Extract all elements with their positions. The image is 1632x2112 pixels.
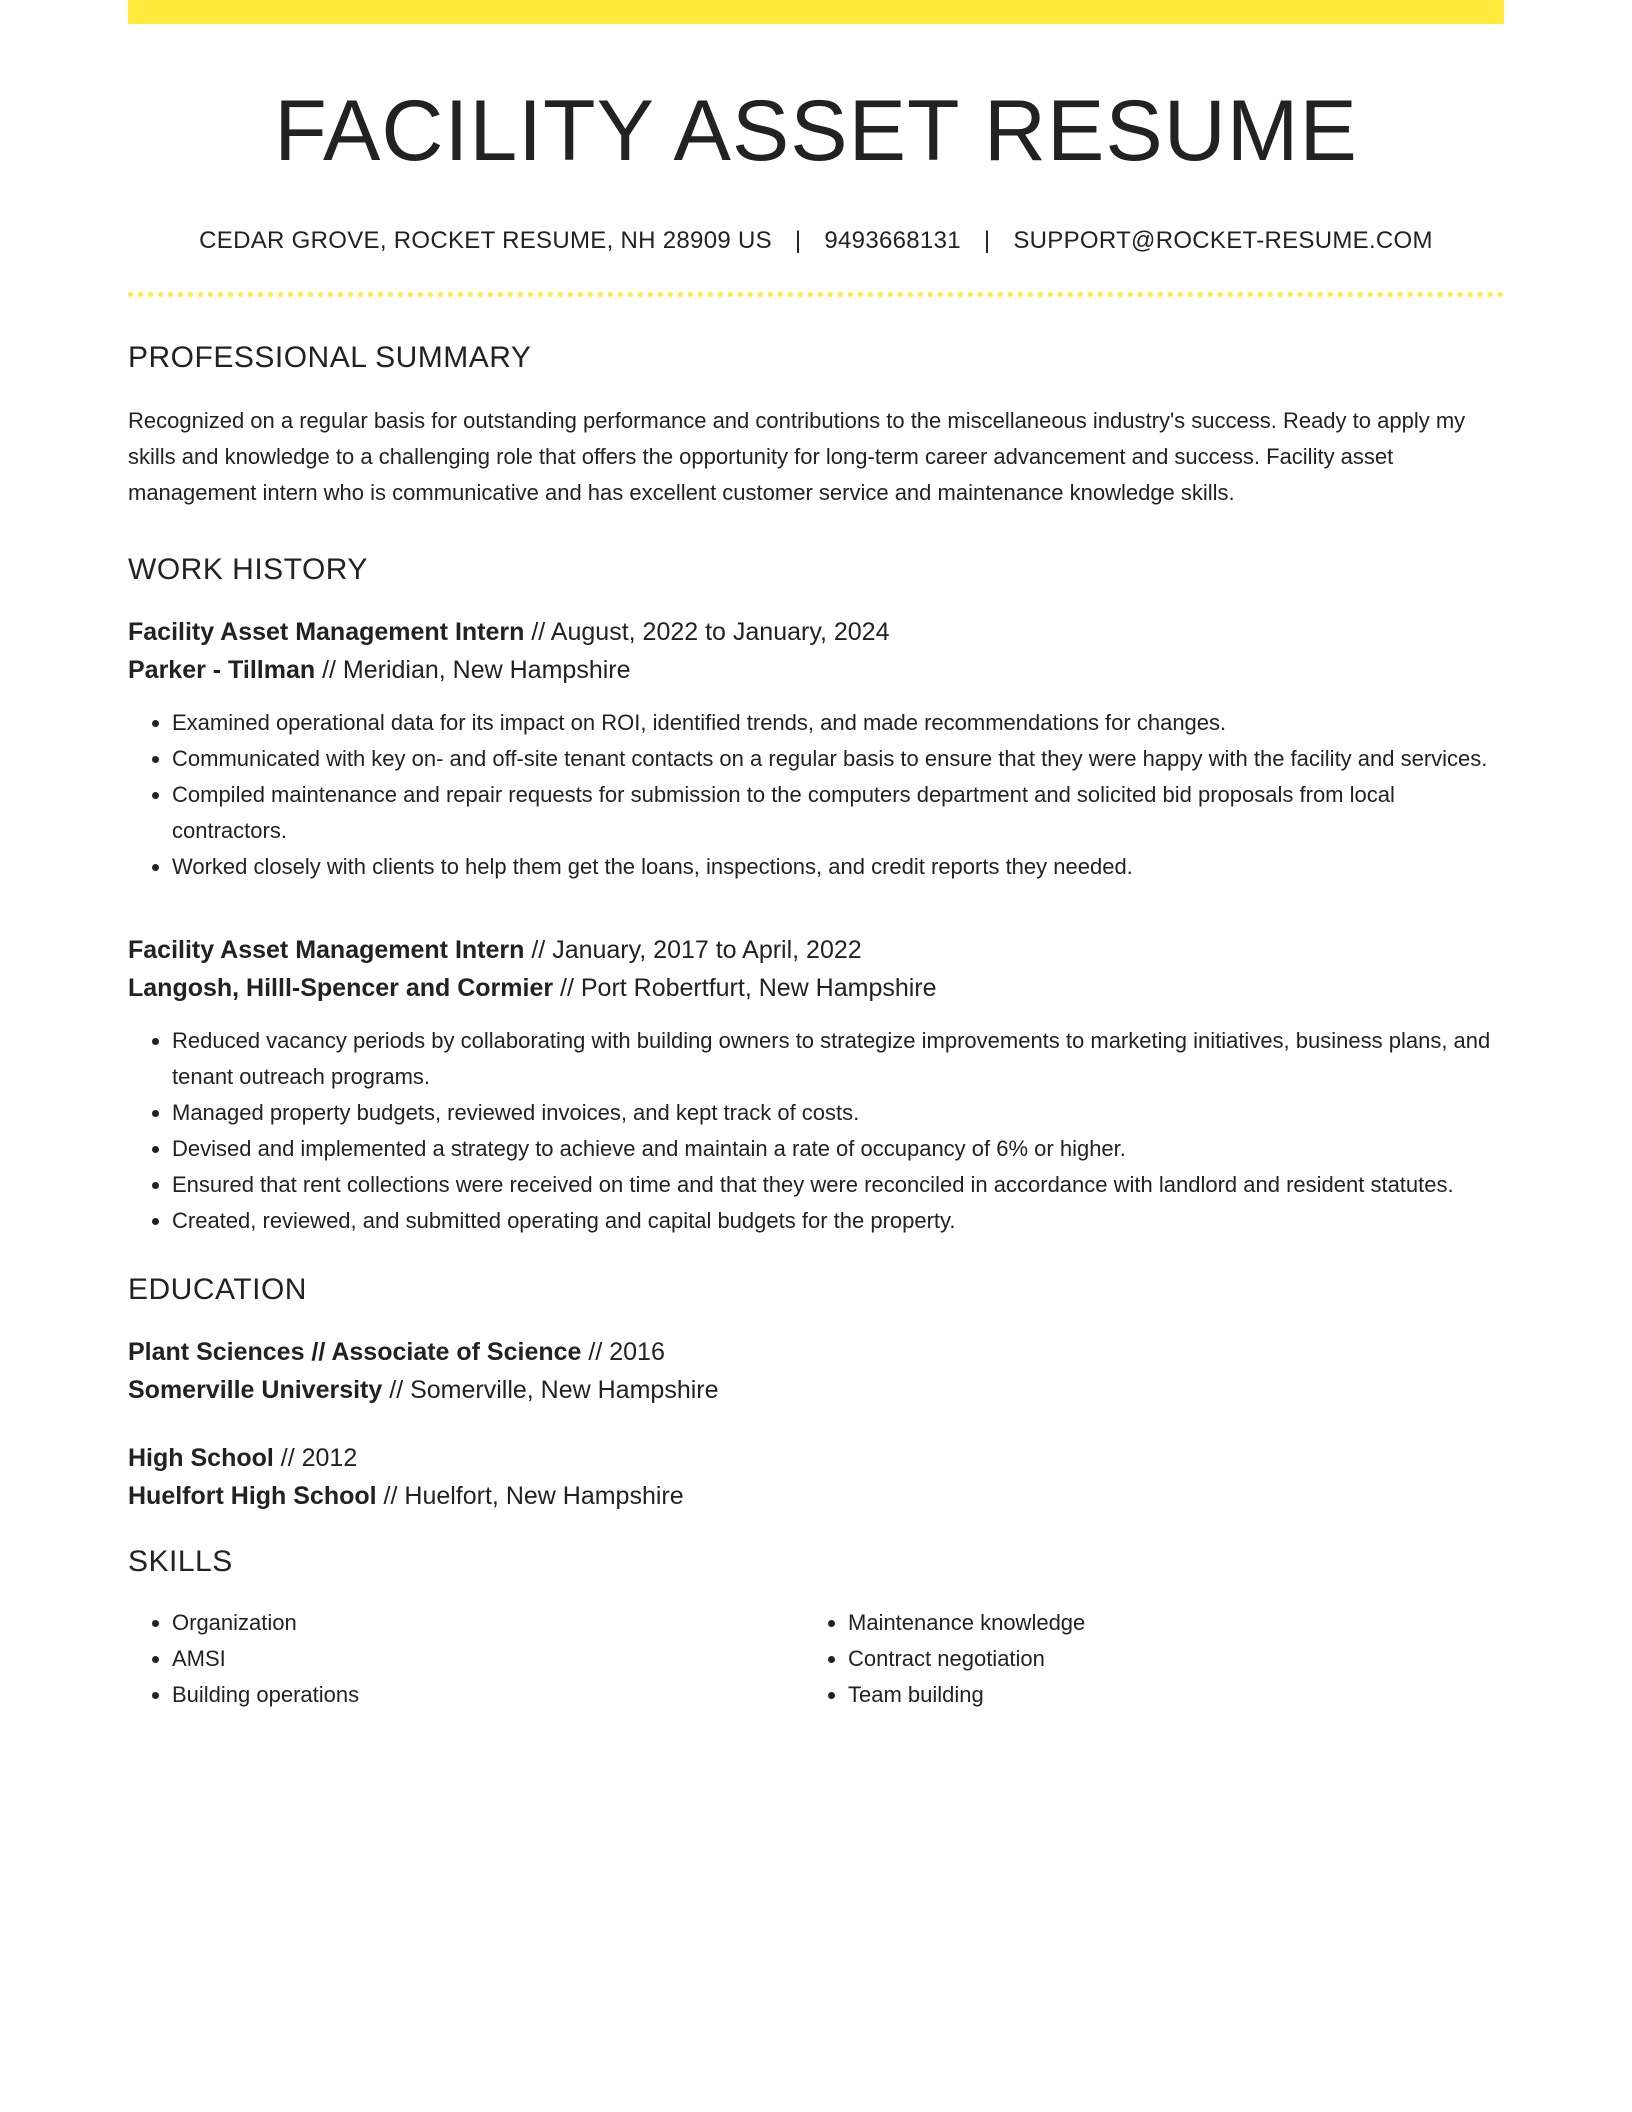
job-entry: [128, 613, 1504, 885]
summary-heading: PROFESSIONAL SUMMARY: [128, 340, 532, 374]
contact-line: [128, 227, 1504, 255]
work-history-heading: WORK HISTORY: [128, 552, 368, 586]
skill-item: • Organization: [172, 1605, 804, 1641]
education-location: // Huelfort, New Hampshire: [376, 1481, 684, 1510]
job-bullet: • Managed property budgets, reviewed invoices, and kept track of costs.: [172, 1095, 1504, 1131]
job-company: Parker - Tillman: [128, 655, 316, 684]
job-role: Facility Asset Management Intern: [128, 617, 525, 646]
education-heading: EDUCATION: [128, 1272, 307, 1306]
contact-separator: |: [983, 226, 991, 254]
contact-phone: 9493668131: [824, 226, 961, 254]
education-school-line: [128, 1371, 1504, 1409]
skills-heading: SKILLS: [128, 1544, 233, 1578]
education-year: // 2016: [581, 1337, 665, 1366]
job-role: Facility Asset Management Intern: [128, 935, 525, 964]
job-location: // Meridian, New Hampshire: [315, 655, 631, 684]
contact-email: SUPPORT@ROCKET-RESUME.COM: [1013, 226, 1433, 254]
contact-address: CEDAR GROVE, ROCKET RESUME, NH 28909 US: [199, 226, 772, 254]
skill-item: • Team building: [848, 1677, 1480, 1713]
job-bullet: • Examined operational data for its impact on ROI, identified trends, and made recommendations for changes.: [172, 705, 1504, 741]
education-school-line: [128, 1477, 1504, 1515]
education-year: // 2012: [273, 1443, 358, 1472]
skills-column-right: [804, 1605, 1480, 1713]
skill-item: • AMSI: [172, 1641, 804, 1677]
job-role-line: [128, 931, 1504, 969]
top-accent-bar: [128, 0, 1504, 24]
job-bullets: [128, 1023, 1504, 1239]
resume-title: FACILITY ASSET RESUME: [274, 83, 1358, 179]
education-degree: High School: [128, 1443, 274, 1472]
job-bullet: • Compiled maintenance and repair requests for submission to the computers department and solicited bid proposals from local contractors.: [172, 777, 1504, 849]
job-bullets: [128, 705, 1504, 885]
job-role-line: [128, 613, 1504, 651]
job-location: // Port Robertfurt, New Hampshire: [553, 973, 937, 1002]
job-bullet: • Created, reviewed, and submitted operating and capital budgets for the property.: [172, 1203, 1504, 1239]
job-company-line: [128, 969, 1504, 1007]
skill-item: • Building operations: [172, 1677, 804, 1713]
education-school: Huelfort High School: [128, 1481, 377, 1510]
job-dates: // January, 2017 to April, 2022: [524, 935, 862, 964]
education-location: // Somerville, New Hampshire: [382, 1375, 719, 1404]
job-bullet: • Communicated with key on- and off-site tenant contacts on a regular basis to ensure that they were happy with the facility and services.: [172, 741, 1504, 777]
education-degree-line: [128, 1333, 1504, 1371]
education-school: Somerville University: [128, 1375, 383, 1404]
header-divider: [128, 292, 1504, 297]
skills-column-left: [128, 1605, 804, 1713]
resume-content: [128, 0, 1504, 1713]
job-company: Langosh, Hilll-Spencer and Cormier: [128, 973, 554, 1002]
job-bullet: • Worked closely with clients to help them get the loans, inspections, and credit reports they needed.: [172, 849, 1504, 885]
contact-separator: |: [794, 226, 802, 254]
job-company-line: [128, 651, 1504, 689]
education-degree-line: [128, 1439, 1504, 1477]
job-bullet: • Devised and implemented a strategy to achieve and maintain a rate of occupancy of 6% or higher.: [172, 1131, 1504, 1167]
skills-grid: [128, 1605, 1504, 1713]
summary-text: Recognized on a regular basis for outstanding performance and contributions to the miscellaneous industry's success. Ready to apply my skills and knowledge to a challenging role that offers the opportunity for long-term career advancement and success. Facility asset management intern who is communicative and has excellent customer service and maintenance knowledge skills.: [128, 407, 1466, 505]
skill-item: • Contract negotiation: [848, 1641, 1480, 1677]
job-dates: // August, 2022 to January, 2024: [524, 617, 890, 646]
skill-item: • Maintenance knowledge: [848, 1605, 1480, 1641]
education-entry: [128, 1333, 1504, 1409]
job-bullet: • Ensured that rent collections were received on time and that they were reconciled in accordance with landlord and resident statutes.: [172, 1167, 1504, 1203]
job-bullet: • Reduced vacancy periods by collaborating with building owners to strategize improvements to marketing initiatives, business plans, and tenant outreach programs.: [172, 1023, 1504, 1095]
education-degree: Plant Sciences // Associate of Science: [128, 1337, 582, 1366]
job-entry: [128, 931, 1504, 1239]
education-entry: [128, 1439, 1504, 1515]
